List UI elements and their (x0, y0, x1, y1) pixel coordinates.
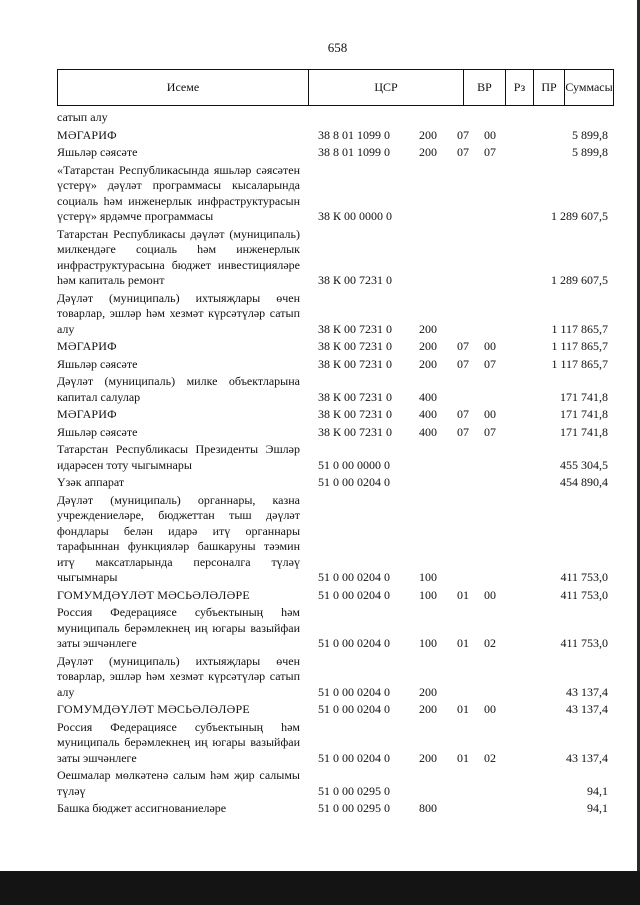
header-name: Исеме (166, 80, 200, 94)
row-rz: 07 (457, 407, 469, 421)
row-sum: 43 137,4 (566, 750, 608, 765)
row-name: ГОМУМДӘҮЛӘТ МӘСЬӘЛӘЛӘРЕ (57, 587, 250, 602)
row-name: Яшьләр сәясәте (57, 356, 138, 371)
row-name: МӘГАРИФ (57, 339, 117, 353)
header-csr: ЦСР (308, 70, 463, 105)
table-row (57, 291, 614, 338)
row-pr: 00 (484, 339, 496, 353)
row-vr: 200 (419, 145, 437, 159)
table-row (57, 163, 614, 225)
table-row (57, 605, 614, 652)
row-sum: 1 289 607,5 (551, 209, 608, 223)
row-pr: 07 (484, 356, 496, 371)
row-sum: 5 899,8 (572, 127, 608, 142)
row-sum: 1 117 865,7 (551, 356, 608, 371)
row-vr: 400 (419, 389, 437, 404)
row-vr: 100 (419, 587, 437, 602)
row-pr: 00 (484, 127, 496, 142)
row-csr: 51 0 00 0204 0 (318, 684, 390, 699)
header-pr: ПР (533, 70, 564, 105)
row-rz: 07 (457, 145, 469, 159)
budget-table (57, 69, 614, 819)
row-sum: 1 289 607,5 (551, 273, 608, 287)
row-sum: 455 304,5 (560, 457, 608, 472)
row-name: сатып алу (57, 110, 108, 124)
row-csr: 38 К 00 7231 0 (318, 424, 393, 439)
row-vr: 100 (419, 570, 437, 584)
table-row (57, 493, 614, 586)
row-vr: 200 (419, 339, 437, 353)
row-vr: 200 (419, 684, 437, 699)
row-csr: 38 К 00 0000 0 (318, 209, 393, 223)
table-row (57, 702, 614, 718)
scan-bottom-edge (0, 871, 640, 905)
row-sum: 94,1 (587, 801, 608, 815)
row-name: МӘГАРИФ (57, 407, 117, 421)
row-pr: 00 (484, 587, 496, 602)
row-name: Яшьләр сәясәте (57, 424, 138, 439)
row-pr: 00 (484, 407, 496, 421)
row-sum: 1 117 865,7 (551, 321, 608, 336)
row-sum: 1 117 865,7 (551, 339, 608, 353)
row-pr: 02 (484, 636, 496, 650)
row-csr: 51 0 00 0295 0 (318, 801, 390, 815)
row-sum: 454 890,4 (560, 475, 608, 489)
row-csr: 38 К 00 7231 0 (318, 356, 393, 371)
table-row (57, 654, 614, 701)
table-row (57, 407, 614, 423)
row-vr: 400 (419, 424, 437, 439)
table-row (57, 588, 614, 604)
row-name: Оешмалар мөлкәтенә салым һәм җир салымы түләү (57, 768, 300, 798)
row-vr: 800 (419, 801, 437, 815)
row-csr: 38 К 00 7231 0 (318, 389, 393, 404)
row-rz: 07 (457, 356, 469, 371)
row-rz: 01 (457, 587, 469, 602)
table-row (57, 425, 614, 441)
row-pr: 07 (484, 424, 496, 439)
row-csr: 51 0 00 0204 0 (318, 702, 390, 716)
row-vr: 200 (419, 702, 437, 716)
row-vr: 400 (419, 407, 437, 421)
page-number: 658 (327, 40, 348, 55)
header-sum: Суммасы (564, 70, 613, 105)
table-row (57, 339, 614, 355)
row-sum: 411 753,0 (560, 636, 608, 650)
row-vr: 200 (419, 750, 437, 765)
row-name: ГОМУМДӘҮЛӘТ МӘСЬӘЛӘЛӘРЕ (57, 702, 250, 716)
row-name: Татарстан Республикасы Президенты Эшләр идарәсен тоту чыгымнары (57, 442, 300, 472)
row-rz: 01 (457, 636, 469, 650)
row-rz: 07 (457, 339, 469, 353)
table-row (57, 801, 614, 817)
row-csr: 38 К 00 7231 0 (318, 321, 393, 336)
row-vr: 200 (419, 321, 437, 336)
row-name: Россия Федерациясе субъектының һәм муниципаль берәмлекнең иң югары вазыйфаи заты эшчәнлеге (57, 719, 300, 765)
row-vr: 100 (419, 636, 437, 650)
row-name: Башка бюджет ассигнованиеләре (57, 801, 227, 815)
row-pr: 00 (484, 702, 496, 716)
table-row (57, 110, 614, 126)
row-sum: 411 753,0 (560, 570, 608, 584)
row-rz: 01 (457, 750, 469, 765)
row-csr: 51 0 00 0204 0 (318, 570, 390, 584)
row-csr: 51 0 00 0204 0 (318, 636, 390, 650)
row-name: Россия Федерациясе субъектының һәм муниципаль берәмлекнең иң югары вазыйфаи заты эшчәнлеге (57, 605, 300, 650)
row-csr: 51 0 00 0000 0 (318, 457, 390, 472)
row-sum: 94,1 (587, 783, 608, 798)
row-name: Үзәк аппарат (57, 475, 125, 489)
row-vr: 200 (419, 356, 437, 371)
row-csr: 51 0 00 0204 0 (318, 587, 390, 602)
table-row (57, 374, 614, 405)
row-csr: 38 8 01 1099 0 (318, 127, 390, 142)
row-csr: 51 0 00 0204 0 (318, 475, 390, 489)
table-body (57, 110, 614, 817)
table-row (57, 357, 614, 373)
row-sum: 171 741,8 (560, 424, 608, 439)
row-name: «Татарстан Республикасында яшьләр сәясәтен үстерү» дәүләт программасы кысаларында социаль һәм инженерлык инфраструктурасын үстерү» ярдәмче программасы (57, 162, 300, 223)
row-pr: 07 (484, 145, 496, 159)
row-rz: 07 (457, 424, 469, 439)
row-rz: 07 (457, 127, 469, 142)
row-name: Татарстан Республикасы дәүләт (муниципаль) милкендәге социаль һәм инженерлык инфраструктурасына бюджет инвестицияләре һәм капиталь ремонт (57, 226, 300, 287)
table-row (57, 227, 614, 289)
table-header (57, 69, 614, 106)
table-row (57, 145, 614, 161)
row-name: Дәүләт (муниципаль) милке объектларына капитал салулар (57, 374, 300, 404)
table-row (57, 720, 614, 767)
row-csr: 51 0 00 0295 0 (318, 783, 390, 798)
row-sum: 171 741,8 (560, 389, 608, 404)
row-sum: 411 753,0 (560, 587, 608, 602)
row-csr: 51 0 00 0204 0 (318, 750, 390, 765)
row-vr: 200 (419, 127, 437, 142)
row-sum: 43 137,4 (566, 684, 608, 699)
row-csr: 38 К 00 7231 0 (318, 407, 393, 421)
row-name: МӘГАРИФ (57, 127, 117, 142)
row-pr: 02 (484, 750, 496, 765)
row-sum: 43 137,4 (566, 702, 608, 716)
header-rz: Рз (505, 70, 533, 105)
row-csr: 38 К 00 7231 0 (318, 273, 393, 287)
row-csr: 38 К 00 7231 0 (318, 339, 393, 353)
table-row (57, 442, 614, 473)
row-name: Дәүләт (муниципаль) ихтыяҗлары өчен товарлар, эшләр һәм хезмәт күрсәтүләр сатып алу (57, 653, 300, 699)
row-name: Яшьләр сәясәте (57, 145, 138, 159)
table-row (57, 128, 614, 144)
table-row (57, 768, 614, 799)
row-rz: 01 (457, 702, 469, 716)
row-sum: 171 741,8 (560, 407, 608, 421)
row-name: Дәүләт (муниципаль) органнары, казна учреждениеләре, бюджеттан тыш дәүләт фондлары белән идарә итү органнары тарафыннан функцияләр башкаруны тәэмин итү максатларында персоналга түләү чыгымнары (57, 492, 300, 584)
table-row (57, 475, 614, 491)
row-csr: 38 8 01 1099 0 (318, 145, 390, 159)
row-name: Дәүләт (муниципаль) ихтыяҗлары өчен товарлар, эшләр һәм хезмәт күрсәтүләр сатып алу (57, 290, 300, 336)
header-vr: ВР (463, 70, 505, 105)
row-sum: 5 899,8 (572, 145, 608, 159)
